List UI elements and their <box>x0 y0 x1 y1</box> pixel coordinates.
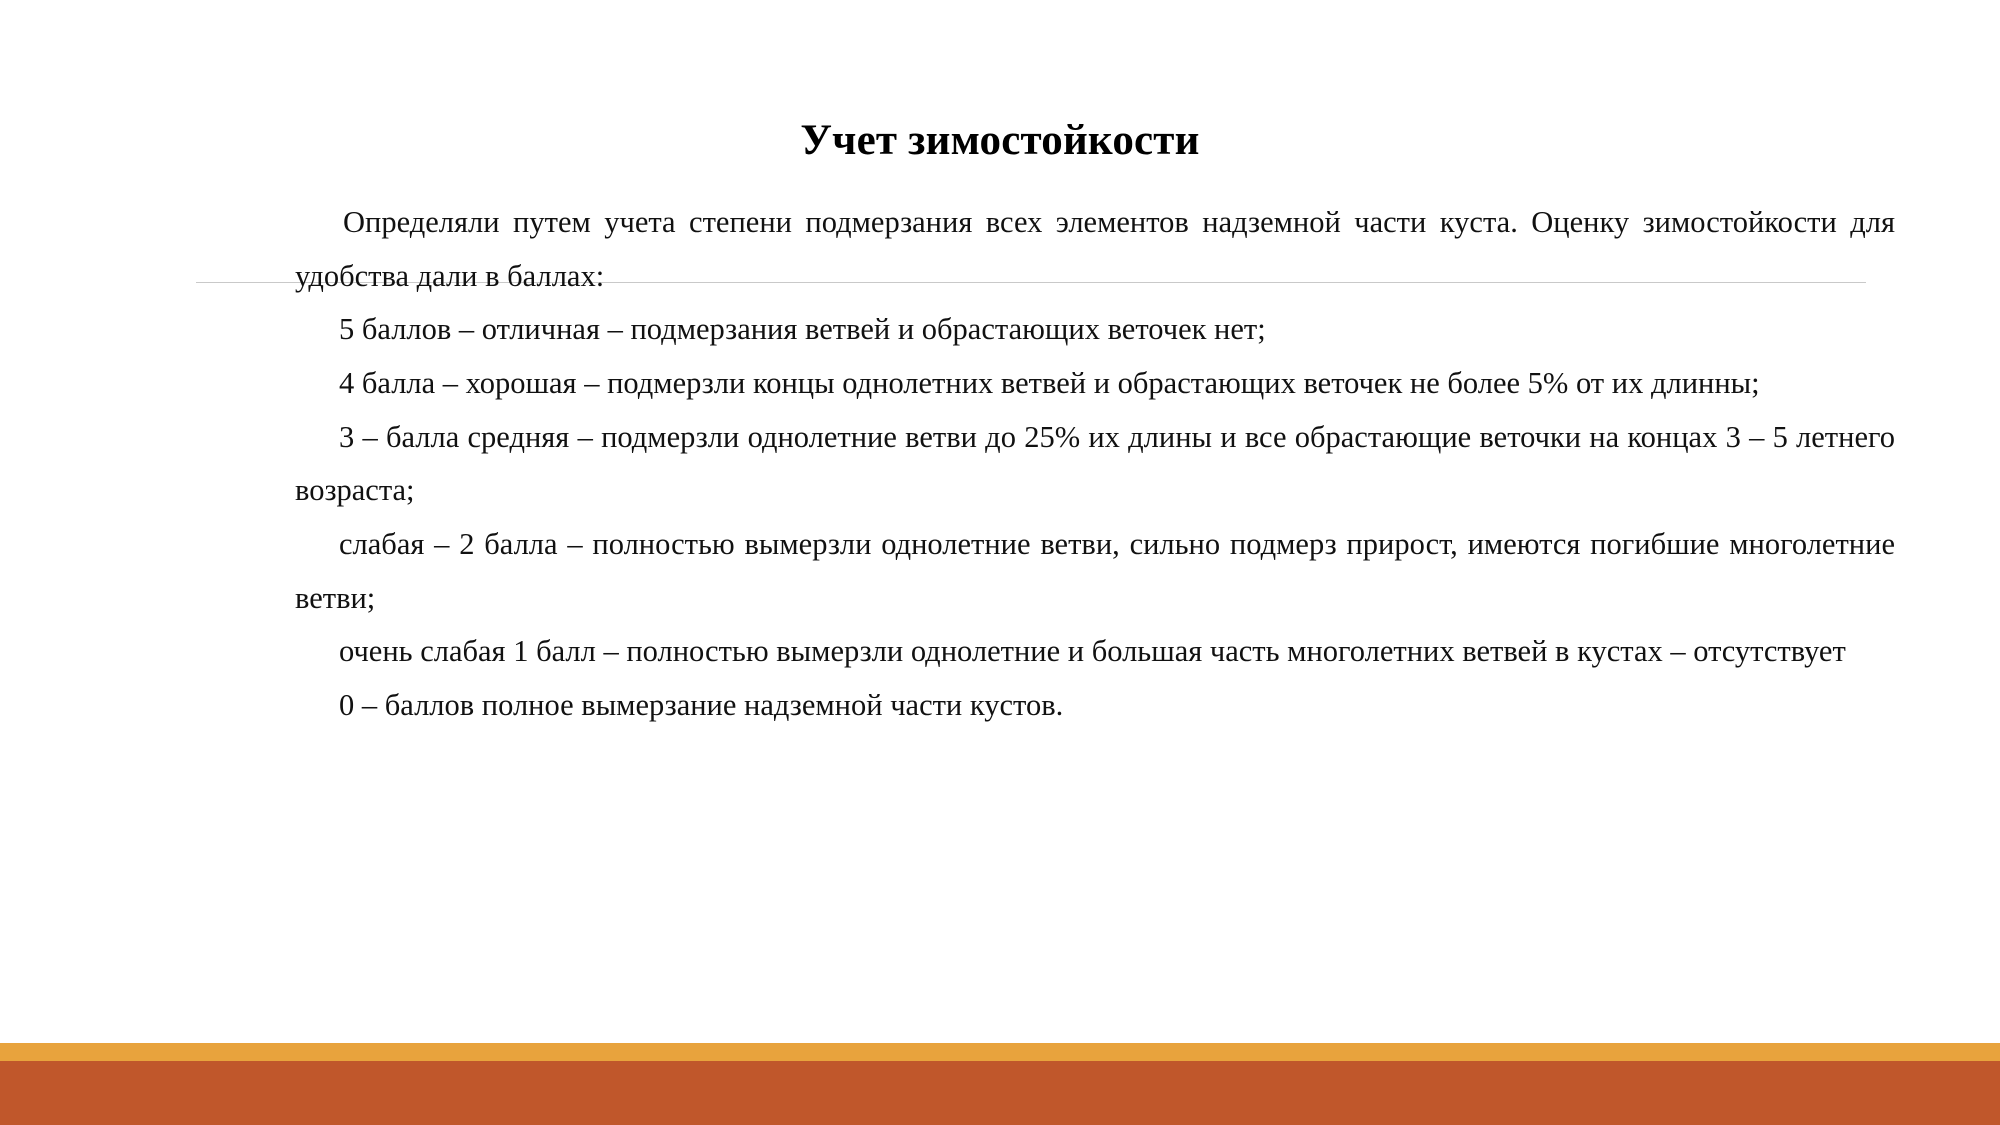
footer-accent-bar-orange <box>0 1043 2000 1061</box>
paragraph-score-3: 3 – балла средняя – подмерзли однолетние ветви до 25% их длины и все обрастающие веточки на концах 3 – 5 летнего возраста; <box>295 419 1895 508</box>
page-title: Учет зимостойкости <box>800 117 1200 164</box>
slide-body-text <box>295 196 1895 733</box>
footer-accent-bar-brown <box>0 1061 2000 1125</box>
paragraph-score-2: слабая – 2 балла – полностью вымерзли однолетние ветви, сильно подмерз прирост, имеются погибшие многолетние ветви; <box>295 527 1895 615</box>
paragraph-score-1: очень слабая 1 балл – полностью вымерзли однолетние и большая часть многолетних ветвей в кустах – отсутствует <box>339 634 1846 669</box>
paragraph-score-5: 5 баллов – отличная – подмерзания ветвей и обрастающих веточек нет; <box>339 312 1266 347</box>
paragraph-intro: Определяли путем учета степени подмерзания всех элементов надземной части куста. Оценку зимостойкости для удобства дали в баллах: <box>295 205 1895 293</box>
paragraph-score-4: 4 балла – хорошая – подмерзли концы однолетних ветвей и обрастающих веточек не более 5% от их длинны; <box>339 366 1760 401</box>
paragraph-score-0: 0 – баллов полное вымерзание надземной части кустов. <box>339 688 1064 723</box>
